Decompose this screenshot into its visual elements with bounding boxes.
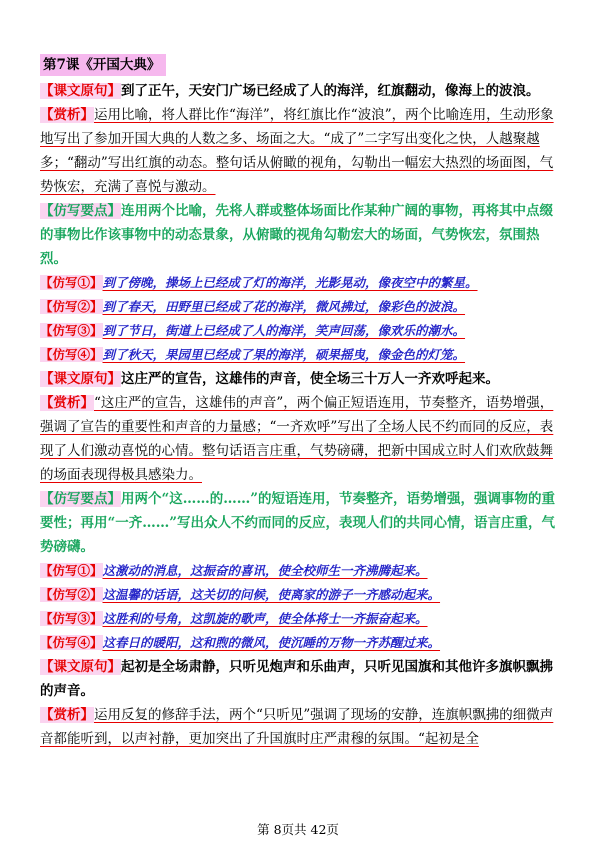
analysis-text: “这庄严的宣告，这雄伟的声音”，两个偏正短语连用，节奏整齐，语势增强，强调了宣告的重要性和声音的力量感；“一齐欢呼”写出了全场人民不约而同的反应，表现了人们激动喜悦的心情。整句话语言庄重，气势磅礴，把新中国成立时人们欢欣鼓舞的场面表现得极具感染力。	[40, 395, 554, 483]
imitation-text: 到了节日，街道上已经成了人的海洋，笑声回荡，像欢乐的潮水。	[102, 323, 466, 338]
original-sentence-3	[40, 655, 556, 703]
imitation-1-1	[40, 271, 556, 295]
imitation-1-4	[40, 343, 556, 367]
original-text: 起初是全场肃静，只听见炮声和乐曲声，只听见国旗和其他许多旗帜飘拂的声音。	[40, 659, 553, 699]
imitation-1-3	[40, 319, 556, 343]
analysis-text: 运用比喻，将人群比作“海洋”，将红旗比作“波浪”，两个比喻连用，生动形象地写出了参加开国大典的人数之多、场面之大。“成了”二字写出变化之快，人越聚越多；“翻动”写出红旗的动态。整句话从俯瞰的视角，勾勒出一幅宏大热烈的场面图，气势恢宏，充满了喜悦与激动。	[40, 107, 554, 195]
analysis-tag: 【赏析】	[40, 107, 94, 123]
points-tag: 【仿写要点】	[40, 203, 121, 219]
original-tag: 【课文原句】	[40, 83, 121, 99]
imitation-tag: 【仿写③】	[40, 323, 103, 338]
lesson-title: 第7课《开国大典》	[40, 54, 166, 76]
imitation-text: 这春日的暖阳，这和煦的微风，使沉睡的万物一齐苏醒过来。	[102, 635, 441, 650]
imitation-tag: 【仿写①】	[40, 563, 103, 578]
original-text: 这庄严的宣告，这雄伟的声音，使全场三十万人一齐欢呼起来。	[121, 371, 499, 387]
imitation-2-3	[40, 607, 556, 631]
page-footer: 第 8页共 42页	[257, 822, 339, 837]
points-tag: 【仿写要点】	[40, 491, 121, 507]
imitation-tag: 【仿写④】	[40, 635, 103, 650]
analysis-tag: 【赏析】	[40, 395, 94, 411]
imitation-text: 到了傍晚，操场上已经成了灯的海洋，光影晃动，像夜空中的繁星。	[102, 275, 478, 290]
document-page	[40, 54, 556, 751]
analysis-3	[40, 703, 556, 751]
imitation-text: 这激动的消息，这振奋的喜讯，使全校师生一齐沸腾起来。	[102, 563, 428, 578]
original-text: 到了正午，天安门广场已经成了人的海洋，红旗翻动，像海上的波浪。	[121, 83, 540, 99]
imitation-text: 这胜利的号角，这凯旋的歌声，使全体将士一齐振奋起来。	[102, 611, 428, 626]
imitation-tag: 【仿写②】	[40, 299, 103, 314]
analysis-tag: 【赏析】	[40, 707, 94, 723]
imitation-tag: 【仿写③】	[40, 611, 103, 626]
imitation-2-4	[40, 631, 556, 655]
original-sentence-1	[40, 79, 556, 103]
imitation-2-1	[40, 559, 556, 583]
imitation-1-2	[40, 295, 556, 319]
imitation-2-2	[40, 583, 556, 607]
imitation-text: 这温馨的话语，这关切的问候，使离家的游子一齐感动起来。	[102, 587, 441, 602]
points-text: 用两个“这……的……”的短语连用，节奏整齐，语势增强，强调事物的重要性；再用“一齐……”写出众人不约而同的反应，表现人们的共同心情，语言庄重，气势磅礴。	[40, 491, 556, 555]
analysis-text: 运用反复的修辞手法，两个“只听见”强调了现场的安静，连旗帜飘拂的细微声音都能听到，以声衬静，更加突出了升国旗时庄严肃穆的氛围。“起初是全	[40, 707, 554, 747]
analysis-1	[40, 103, 556, 199]
imitation-points-2	[40, 487, 556, 559]
imitation-tag: 【仿写①】	[40, 275, 103, 290]
analysis-2	[40, 391, 556, 487]
imitation-tag: 【仿写④】	[40, 347, 103, 362]
original-tag: 【课文原句】	[40, 659, 121, 675]
imitation-text: 到了春天，田野里已经成了花的海洋，微风拂过，像彩色的波浪。	[102, 299, 466, 314]
points-text: 连用两个比喻，先将人群或整体场面比作某种广阔的事物，再将其中点缀的事物比作该事物中的动态景象，从俯瞰的视角勾勒宏大的场面，气势恢宏，氛围热烈。	[40, 203, 553, 267]
original-tag: 【课文原句】	[40, 371, 121, 387]
imitation-tag: 【仿写②】	[40, 587, 103, 602]
imitation-text: 到了秋天，果园里已经成了果的海洋，硕果摇曳，像金色的灯笼。	[102, 347, 466, 362]
original-sentence-2	[40, 367, 556, 391]
imitation-points-1	[40, 199, 556, 271]
